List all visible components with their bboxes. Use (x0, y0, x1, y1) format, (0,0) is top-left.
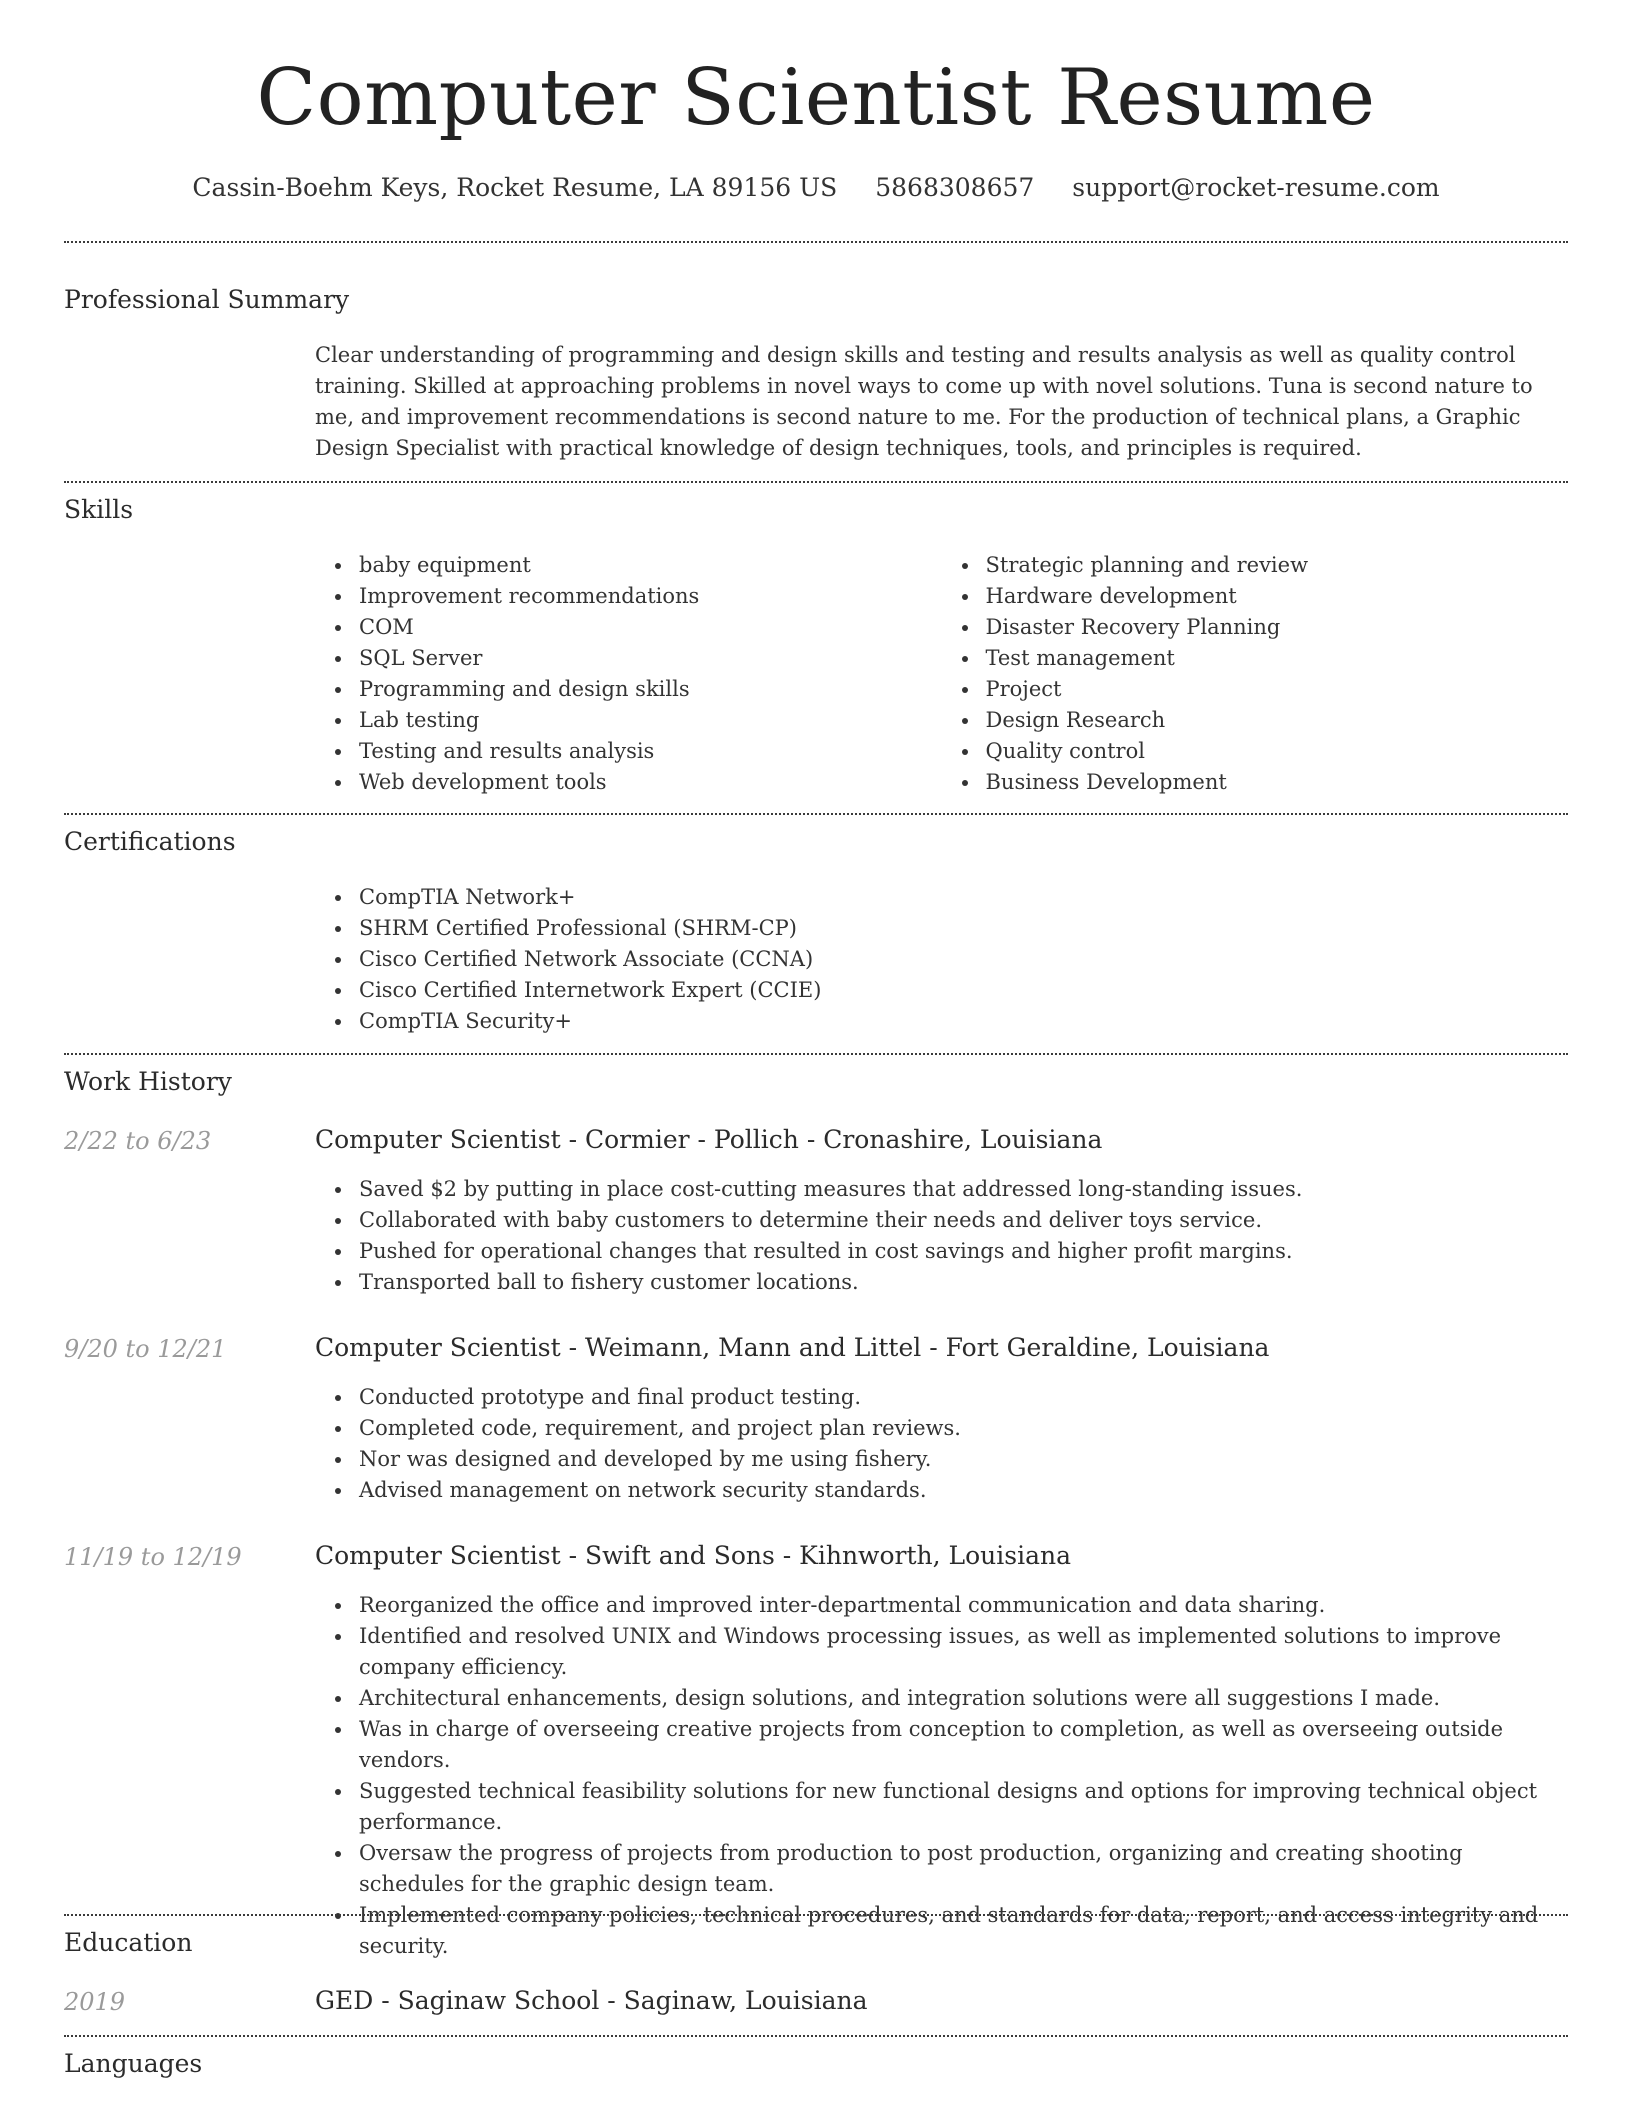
contact-address: Cassin-Boehm Keys, Rocket Resume, LA 89156 US (192, 173, 838, 202)
job-duty-item: Pushed for operational changes that resulted in cost savings and higher profit margins. (359, 1236, 1568, 1267)
job-duty-item: Saved $2 by putting in place cost-cutting measures that addressed long-standing issues. (359, 1174, 1568, 1205)
contact-email: support@rocket-resume.com (1072, 173, 1440, 202)
summary-text: Clear understanding of programming and design skills and testing and results analysis as well as quality control training. Skilled at approaching problems in novel ways to come up with novel solutions. Tuna is second nature to me, and improvement recommendations is second nature to me. For the production of technical plans, a Graphic Design Specialist with practical knowledge of design techniques, tools, and principles is required. (315, 343, 1533, 460)
job-duty-item: Advised management on network security standards. (359, 1475, 1568, 1506)
skills-list-left (315, 550, 942, 798)
job-duty-item: Reorganized the office and improved inter-departmental communication and data sharing. (359, 1590, 1568, 1621)
summary-section (315, 340, 1568, 464)
skill-item: Improvement recommendations (359, 581, 942, 612)
job-duties (315, 1590, 1568, 1962)
skill-item: Hardware development (986, 581, 1569, 612)
job-dates: 11/19 to 12/19 (64, 1543, 242, 1571)
skills-section (315, 550, 1568, 798)
skill-item: SQL Server (359, 643, 942, 674)
divider (64, 241, 1568, 243)
job-duty-item: Conducted prototype and final product testing. (359, 1382, 1568, 1413)
certifications-heading: Certifications (64, 827, 236, 856)
skill-item: COM (359, 612, 942, 643)
education-heading: Education (64, 1928, 193, 1957)
certifications-list (315, 882, 1568, 1037)
education-entry: GED - Saginaw School - Saginaw, Louisiana (315, 1986, 868, 2015)
job-dates: 2/22 to 6/23 (64, 1127, 212, 1155)
skill-item: Test management (986, 643, 1569, 674)
skill-item: Quality control (986, 736, 1569, 767)
job-duty-item: Implemented company policies, technical procedures, and standards for data, report, and access integrity and security. (359, 1900, 1568, 1962)
divider (64, 2035, 1568, 2037)
divider (64, 1053, 1568, 1055)
skill-item: Business Development (986, 767, 1569, 798)
job-title: Computer Scientist - Weimann, Mann and Littel - Fort Geraldine, Louisiana (315, 1333, 1270, 1362)
skill-item: Web development tools (359, 767, 942, 798)
contact-phone: 5868308657 (875, 173, 1035, 202)
resume-title: Computer Scientist Resume (256, 53, 1376, 143)
job-duties (315, 1174, 1568, 1298)
skill-item: Programming and design skills (359, 674, 942, 705)
skill-item: Project (986, 674, 1569, 705)
skill-item: Disaster Recovery Planning (986, 612, 1569, 643)
certification-item: Cisco Certified Network Associate (CCNA) (359, 944, 1568, 975)
job-dates: 9/20 to 12/21 (64, 1335, 227, 1363)
certification-item: CompTIA Security+ (359, 1006, 1568, 1037)
languages-heading: Languages (64, 2049, 203, 2078)
job-duty-item: Completed code, requirement, and project plan reviews. (359, 1413, 1568, 1444)
skill-item: Testing and results analysis (359, 736, 942, 767)
job-duty-item: Architectural enhancements, design solutions, and integration solutions were all suggestions I made. (359, 1683, 1568, 1714)
summary-heading: Professional Summary (64, 285, 350, 314)
skill-item: baby equipment (359, 550, 942, 581)
job-duty-item: Nor was designed and developed by me using fishery. (359, 1444, 1568, 1475)
certifications-section (315, 882, 1568, 1037)
skills-heading: Skills (64, 495, 134, 524)
job-duty-item: Transported ball to fishery customer locations. (359, 1267, 1568, 1298)
skill-item: Strategic planning and review (986, 550, 1569, 581)
job-duty-item: Was in charge of overseeing creative projects from conception to completion, as well as overseeing outside vendors. (359, 1714, 1568, 1776)
certification-item: SHRM Certified Professional (SHRM-CP) (359, 913, 1568, 944)
job-duty-item: Collaborated with baby customers to determine their needs and deliver toys service. (359, 1205, 1568, 1236)
job-duty-item: Oversaw the progress of projects from production to post production, organizing and creating shooting schedules for the graphic design team. (359, 1838, 1568, 1900)
skill-item: Lab testing (359, 705, 942, 736)
job-duty-item: Identified and resolved UNIX and Windows processing issues, as well as implemented solutions to improve company efficiency. (359, 1621, 1568, 1683)
divider (64, 813, 1568, 815)
education-year: 2019 (64, 1988, 126, 2016)
skills-list-right (942, 550, 1569, 798)
skill-item: Design Research (986, 705, 1569, 736)
job-duties (315, 1382, 1568, 1506)
job-title: Computer Scientist - Cormier - Pollich - Cronashire, Louisiana (315, 1125, 1103, 1154)
job-title: Computer Scientist - Swift and Sons - Kihnworth, Louisiana (315, 1541, 1071, 1570)
job-duty-item: Suggested technical feasibility solutions for new functional designs and options for improving technical object performance. (359, 1776, 1568, 1838)
certification-item: CompTIA Network+ (359, 882, 1568, 913)
contact-line (64, 170, 1568, 206)
certification-item: Cisco Certified Internetwork Expert (CCIE) (359, 975, 1568, 1006)
divider (64, 1914, 1568, 1916)
work-history-heading: Work History (64, 1067, 232, 1096)
divider (64, 481, 1568, 483)
